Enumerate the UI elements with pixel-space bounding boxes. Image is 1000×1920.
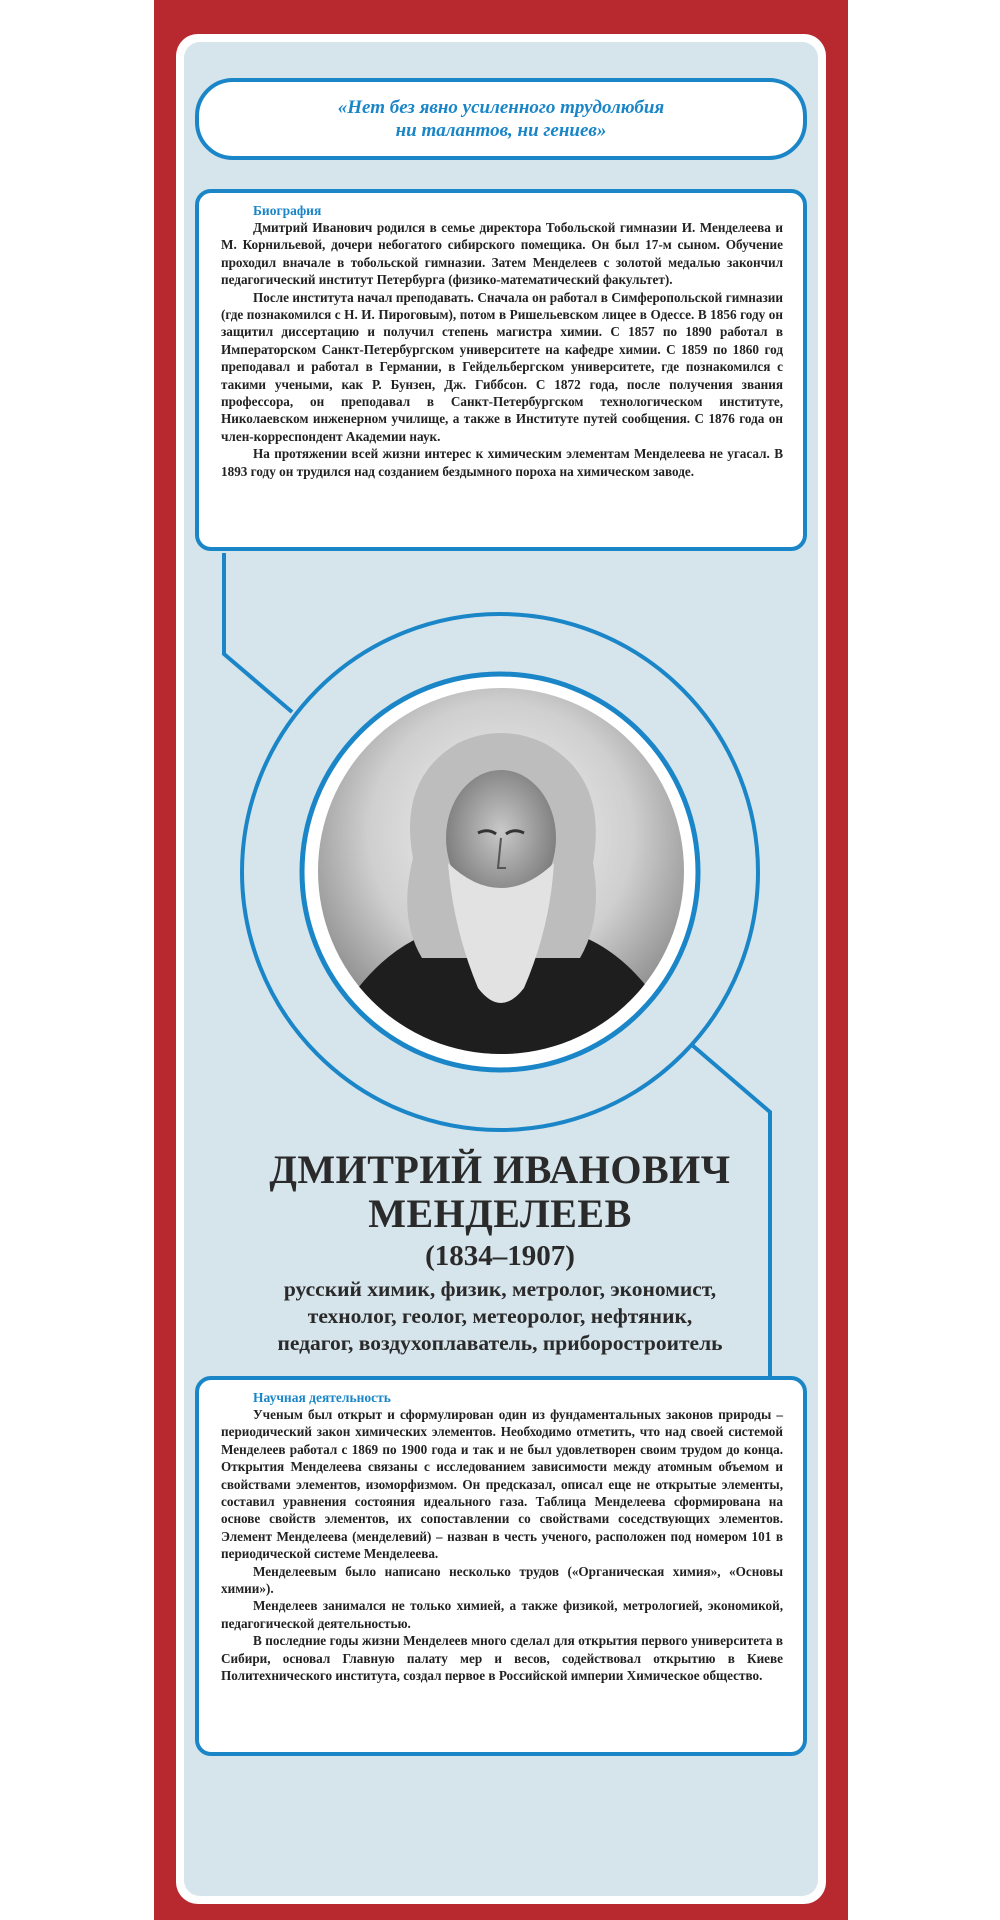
biography-paragraph: После института начал преподавать. Сначала он работал в Симферопольской гимназии (где познакомился с Н. И. Пироговым), потом в Ришельевском лицее в Одессе. В 1856 году он защитил диссертацию и получил степень магистра химии. С 1857 по 1890 работал в Императорском Санкт-Петербургском университете на кафедре химии. С 1859 по 1860 год преподавал и работал в Германии, в Гейдельбергском университете, где познакомился с такими учеными, как Р. Бунзен, Дж. Гиббсон. С 1872 года, после получения звания профессора, он преподавал в Санкт-Петербургском технологическом институте, Николаевском инженерном училище, а также в Институте путей сообщения. С 1876 года он член-корреспондент Академии наук. xyxy=(221,289,783,444)
biography-paragraph: Дмитрий Иванович родился в семье директора Тобольской гимназии И. Менделеева и М. Корнильевой, дочери небогатого сибирского помещика. Он был 17-м сыном. Обучение проходил вначале в тобольской гимназии. Затем Менделеев с золотой медалью закончил педагогический институт Петербурга (физико-математический факультет). xyxy=(221,220,783,288)
biography-title: Биография xyxy=(253,203,322,218)
profession-line: русский химик, физик, метролог, экономист, xyxy=(283,1277,717,1301)
science-paragraph: Менделеевым было написано несколько трудов («Органическая химия», «Основы химии»). xyxy=(221,1563,783,1597)
science-title: Научная деятельность xyxy=(253,1390,391,1405)
profession-line: педагог, воздухоплаватель, приборостроитель xyxy=(277,1331,723,1355)
portrait xyxy=(318,688,684,1054)
person-heading xyxy=(230,1148,770,1357)
quote-box xyxy=(195,78,807,160)
biography-box xyxy=(195,189,807,551)
science-paragraph: Ученым был открыт и сформулирован один из фундаментальных законов природы – периодический закон химических элементов. Необходимо отметить, что над своей системой Менделеев работал с 1869 по 1900 года и так и не был удовлетворен своим трудом до конца. Открытия Менделеева связаны с исследованием зависимости между атомным объемом и свойствами элементов, изоморфизмом. Он предсказал, описал еще не открытые элементы, составил уравнения состояния идеального газа. Таблица Менделеева сформирована на основе свойств элементов, их сопоставлении со свойствами соседствующих элементов. Элемент Менделеева (менделевий) – назван в честь ученого, расположен под номером 101 в периодической системе Менделеева. xyxy=(221,1407,783,1562)
person-professions xyxy=(230,1276,770,1357)
science-box xyxy=(195,1376,807,1756)
quote-line-2: ни талантов, ни гениев» xyxy=(395,120,607,141)
science-paragraph: Менделеев занимался не только химией, а также физикой, метрологией, экономикой, педагогической деятельностью. xyxy=(221,1598,783,1631)
person-name-first: ДМИТРИЙ ИВАНОВИЧ xyxy=(269,1147,731,1192)
person-years: (1834–1907) xyxy=(425,1240,575,1272)
quote-line-1: «Нет без явно усиленного трудолюбия xyxy=(337,97,665,118)
biography-paragraph: На протяжении всей жизни интерес к химическим элементам Менделеева не угасал. В 1893 году он трудился над созданием бездымного пороха на химическом заводе. xyxy=(221,446,783,479)
profession-line: технолог, геолог, метеоролог, нефтяник, xyxy=(307,1304,693,1328)
science-paragraph: В последние годы жизни Менделеев много сделал для открытия первого университета в Сибири, основал Главную палату мер и весов, содействовал открытию в Киеве Политехнического института, создал первое в Российской империи Химическое общество. xyxy=(221,1633,783,1684)
upper-connector-line xyxy=(224,553,292,712)
person-name-last: МЕНДЕЛЕЕВ xyxy=(368,1191,632,1236)
